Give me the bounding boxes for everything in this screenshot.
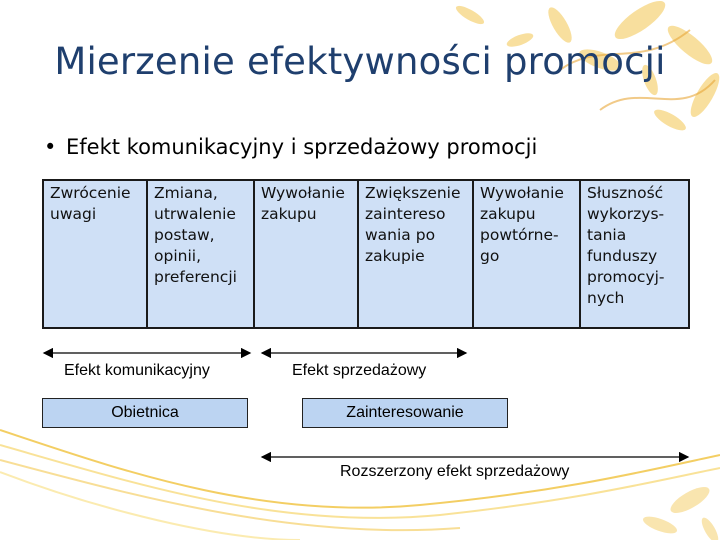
table-row	[43, 180, 689, 328]
bullet-text: Efekt komunikacyjny i sprzedażowy promocji	[66, 135, 538, 159]
table-cell-purchase: Wywołanie zakupu	[254, 180, 358, 328]
bottom-waves	[0, 430, 720, 540]
table-cell-attention: Zwrócenie uwagi	[43, 180, 147, 328]
label-efekt-sprzedazowy: Efekt sprzedażowy	[292, 362, 427, 379]
bullet-item	[44, 135, 537, 159]
label-rozszerzony-efekt: Rozszerzony efekt sprzedażowy	[340, 463, 570, 480]
effects-table	[42, 179, 690, 329]
box-zainteresowanie: Zainteresowanie	[302, 398, 508, 428]
bullet-marker: •	[44, 135, 57, 159]
table-cell-funds: Słuszność wykorzys- tania funduszy promocyj- nych	[580, 180, 689, 328]
table-cell-interest: Zwiększenie zaintereso wania po zakupie	[358, 180, 473, 328]
table-cell-attitudes: Zmiana, utrwalenie postaw, opinii, preferencji	[147, 180, 254, 328]
bottom-right-petals	[641, 482, 720, 540]
box-obietnica: Obietnica	[42, 398, 248, 428]
table-cell-repeat-purchase: Wywołanie zakupu powtórne- go	[473, 180, 580, 328]
slide-title: Mierzenie efektywności promocji	[54, 40, 666, 83]
label-efekt-komunikacyjny: Efekt komunikacyjny	[64, 362, 210, 379]
